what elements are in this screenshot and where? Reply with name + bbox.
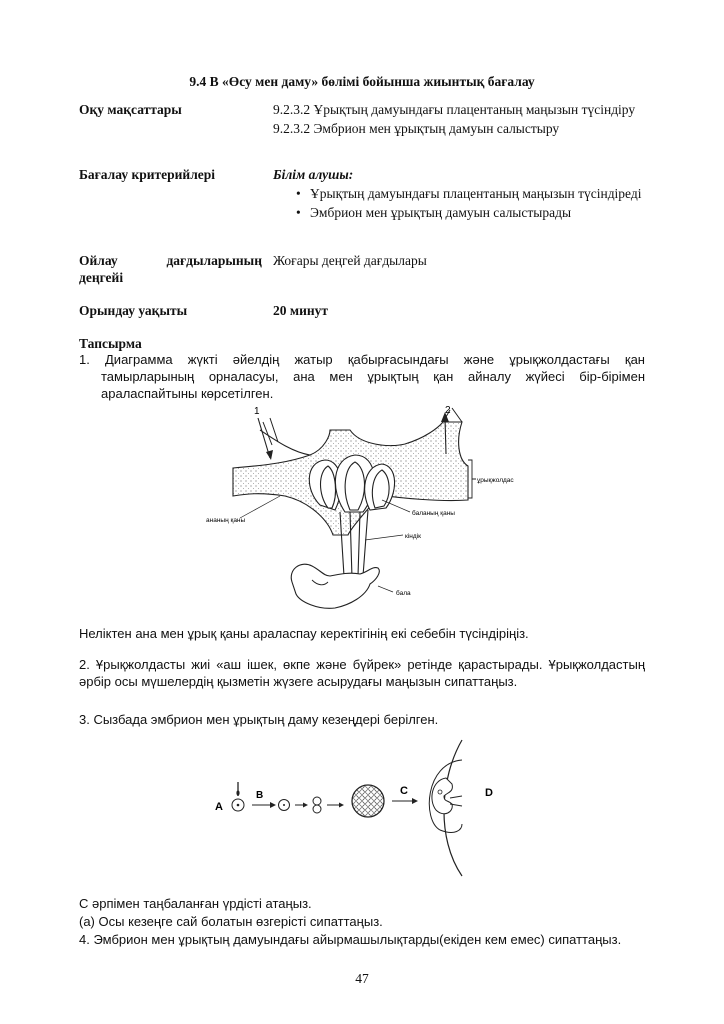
- task-heading: Тапсырма: [79, 336, 142, 351]
- criteria-item: • Ұрықтың дамуындағы плацентаның маңызын түсіндіреді: [310, 185, 645, 202]
- morula: [352, 785, 384, 817]
- stage-c-label: C: [400, 785, 408, 797]
- criteria-item: • Эмбрион мен ұрықтың дамуын салыстырады: [310, 204, 645, 221]
- placenta-label: ұрықжолдас: [477, 477, 514, 484]
- question-2: 2. Ұрықжолдасты жиі «аш ішек, өкпе және бүйрек» ретінде қарастырады. Ұрықжолдастың әрбір осы мүшелердің қызметін жүзеге асырудағы маңызын сипаттаңыз.: [79, 657, 645, 689]
- page-number: 47: [355, 971, 369, 986]
- arrow-2-label: 2: [445, 405, 451, 416]
- objectives-list: [273, 101, 645, 137]
- question-3-b: (а) Осы кезеңге сай болатын өзгерісті сипаттаңыз.: [79, 914, 383, 929]
- time-value: 20 минут: [273, 303, 329, 318]
- objective-item: 9.2.3.2 Ұрықтың дамуындағы плацентаның маңызын түсіндіру: [273, 102, 636, 117]
- baby-label: бала: [396, 590, 411, 597]
- question-1-ask: Неліктен ана мен ұрық қаны араласпау керектігінің екі себебін түсіндіріңіз.: [79, 626, 529, 641]
- criteria-label: Бағалау критерийлері: [79, 167, 216, 182]
- thinking-value: Жоғары деңгей дағдылары: [273, 253, 427, 268]
- objective-item: 9.2.3.2 Эмбрион мен ұрықтың дамуын салыстыру: [273, 121, 560, 136]
- baby-blood-label: баланың қаны: [412, 510, 455, 517]
- cord-label: кіндік: [405, 533, 421, 540]
- question-3: 3. Сызбада эмбрион мен ұрықтың даму кезеңдері берілген.: [79, 712, 439, 727]
- placenta-diagram: [200, 400, 545, 625]
- sperm: [236, 790, 239, 795]
- objectives-label: Оқу мақсаттары: [79, 102, 182, 117]
- question-4: 4. Эмбрион мен ұрықтың дамуындағы айырмашылықтарды(екіден кем емес) сипаттаңыз.: [79, 932, 622, 947]
- two-cell-stage: [313, 797, 321, 805]
- stage-b-label: B: [256, 790, 264, 801]
- development-diagram: [200, 738, 520, 878]
- thinking-label: Ойлау дағдыларының деңгейі: [79, 253, 262, 285]
- page-title: 9.4 В «Өсу мен даму» бөлімі бойынша жиынтық бағалау: [189, 74, 535, 89]
- stage-a-label: A: [215, 801, 223, 813]
- placental-villi: [309, 455, 394, 512]
- mother-blood-label: ананың қаны: [206, 517, 246, 524]
- arrow-1-label: 1: [254, 406, 260, 417]
- stage-d-label: D: [485, 787, 493, 799]
- question-3-a: С әрпімен таңбаланған үрдісті атаңыз.: [79, 896, 312, 911]
- criteria-intro: Білім алушы:: [273, 167, 354, 182]
- criteria-block: [273, 166, 645, 221]
- embryo: [432, 778, 452, 814]
- time-label: Орындау уақыты: [79, 303, 188, 318]
- baby: [291, 564, 379, 608]
- question-1: 1. Диаграмма жүкті әйелдің жатыр қабырғасындағы және ұрықжолдастағы қан тамырларының орналасуы, ана мен ұрықтың қан айналу жүйесі бір-бірімен араласпайтыны көрсетілген.: [79, 352, 645, 401]
